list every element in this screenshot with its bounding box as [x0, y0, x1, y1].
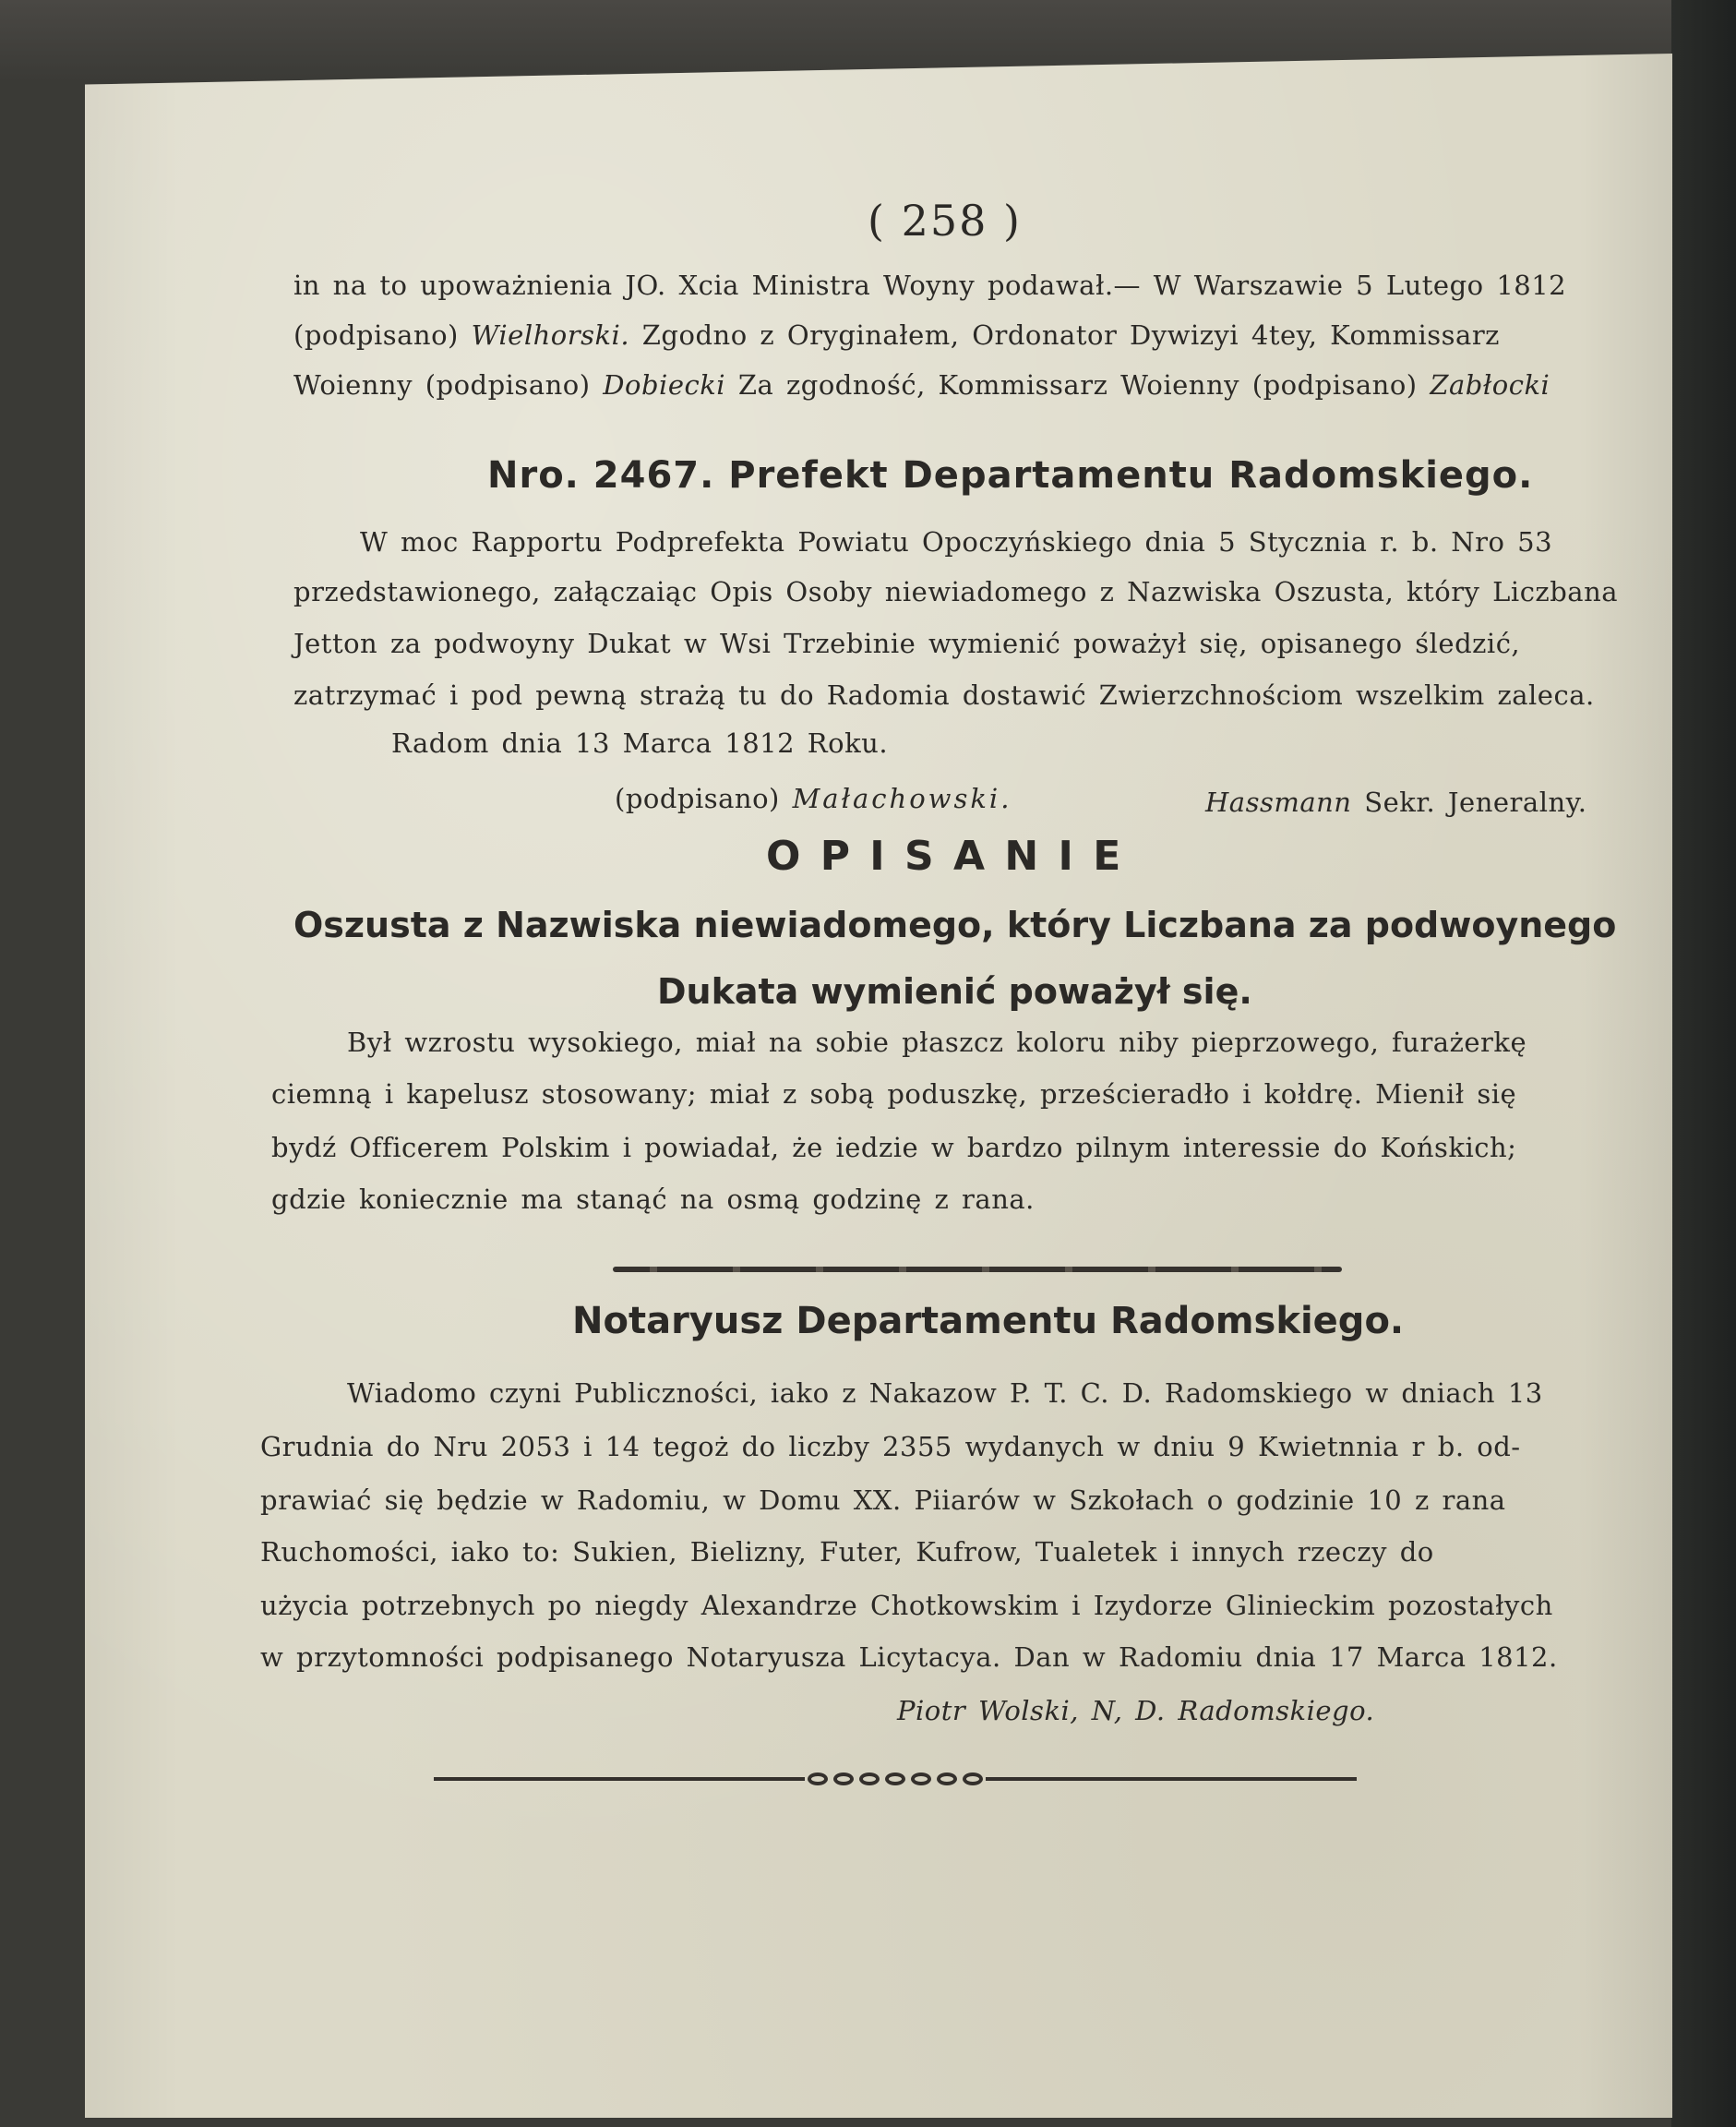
signature-note: (podpisano): [293, 319, 459, 351]
notice-body-line: przedstawionego, załączaiąc Opis Osoby niewiadomego z Nazwiska Oszusta, który Liczbana: [293, 576, 1619, 607]
notice-body-line: prawiać się będzie w Radomiu, w Domu XX. Piiarów w Szkołach o godzinie 10 z rana: [260, 1484, 1506, 1516]
notice-date: Radom dnia 13 Marca 1812 Roku.: [391, 727, 889, 759]
notice-body-line: zatrzymać i pod pewną strażą tu do Radomia dostawić Zwierzchnościom wszelkim zaleca.: [293, 679, 1595, 711]
intro-line-1: in na to upoważnienia JO. Xcia Ministra Woyny podawał.— W Warszawie 5 Lutego 1812: [293, 270, 1567, 301]
intro-line-2: [293, 319, 1500, 351]
description-line: Był wzrostu wysokiego, miał na sobie płaszcz koloru niby pieprzowego, furażerkę: [347, 1027, 1527, 1058]
notice-body-line: Grudnia do Nru 2053 i 14 tegoż do liczby 2355 wydanych w dniu 9 Kwietnnia r b. od-: [260, 1431, 1521, 1462]
divider-ornament: [808, 1772, 828, 1785]
description-title: O P I S A N I E: [766, 833, 1124, 880]
notice-body-line: Jetton za podwoyny Dukat w Wsi Trzebinie wymienić poważył się, opisanego śledzić,: [293, 628, 1521, 659]
page-number: ( 258 ): [868, 196, 1022, 246]
divider-ornament: [885, 1772, 905, 1785]
description-subtitle: Dukata wymienić poważył się.: [657, 971, 1252, 1012]
signer-name: Hassmann: [1205, 787, 1352, 818]
notice-body-line: W moc Rapportu Podprefekta Powiatu Opoczyńskiego dnia 5 Stycznia r. b. Nro 53: [360, 526, 1553, 558]
divider-ornament: [911, 1772, 931, 1785]
description-line: gdzie koniecznie ma stanąć na osmą godzinę z rana.: [271, 1184, 1035, 1215]
divider-ornament: [833, 1772, 854, 1785]
divider-line: [434, 1777, 805, 1781]
signature-note: (podpisano): [615, 783, 780, 814]
attestation-text: Za zgodność, Kommissarz Woienny (podpisano): [737, 369, 1418, 401]
notice-body-line: w przytomności podpisanego Notaryusza Licytacya. Dan w Radomiu dnia 17 Marca 1812.: [260, 1641, 1558, 1673]
notice-body-line: Wiadomo czyni Publiczności, iako z Nakazow P. T. C. D. Radomskiego w dniach 13: [347, 1377, 1543, 1409]
notice-signature: [615, 783, 1012, 814]
signer-name: Dobiecki: [603, 369, 726, 401]
secretary-signature: [1205, 787, 1586, 818]
signer-title: Sekr. Jeneralny.: [1364, 787, 1587, 818]
notice-body-line: użycia potrzebnych po niegdy Alexandrze Chotkowskim i Izydorze Glinieckim pozostałych: [260, 1590, 1553, 1621]
divider-line: [986, 1777, 1357, 1781]
signer-name: Zabłocki: [1430, 369, 1550, 401]
signer-name: Wielhorski.: [471, 319, 630, 351]
notice-body-line: Ruchomości, iako to: Sukien, Bielizny, Futer, Kufrow, Tualetek i innych rzeczy do: [260, 1536, 1434, 1568]
divider-ornament: [859, 1772, 880, 1785]
intro-line-3: [293, 369, 1550, 401]
ornamental-divider: [434, 1769, 1357, 1789]
description-line: ciemną i kapelusz stosowany; miał z sobą poduszkę, prześcieradło i kołdrę. Mienił się: [271, 1078, 1517, 1110]
attestation-text: Woienny (podpisano): [293, 369, 591, 401]
notice-heading: Nro. 2467. Prefekt Departamentu Radomskiego.: [487, 454, 1534, 497]
book-cover-edge: [1671, 0, 1736, 2127]
attestation-text: Zgodno z Oryginałem, Ordonator Dywizyi 4tey, Kommissarz: [641, 319, 1500, 351]
signer-name: Małachowski.: [792, 783, 1012, 814]
description-subtitle: Oszusta z Nazwiska niewiadomego, który Liczbana za podwoynego: [293, 905, 1617, 945]
notice-heading: Notaryusz Departamentu Radomskiego.: [572, 1300, 1405, 1342]
notary-signature: Piotr Wolski, N, D. Radomskiego.: [897, 1695, 1375, 1726]
description-line: bydź Officerem Polskim i powiadał, że iedzie w bardzo pilnym interessie do Końskich;: [271, 1132, 1517, 1163]
divider-ornament: [963, 1772, 983, 1785]
section-divider: [613, 1267, 1342, 1272]
divider-ornament: [937, 1772, 957, 1785]
